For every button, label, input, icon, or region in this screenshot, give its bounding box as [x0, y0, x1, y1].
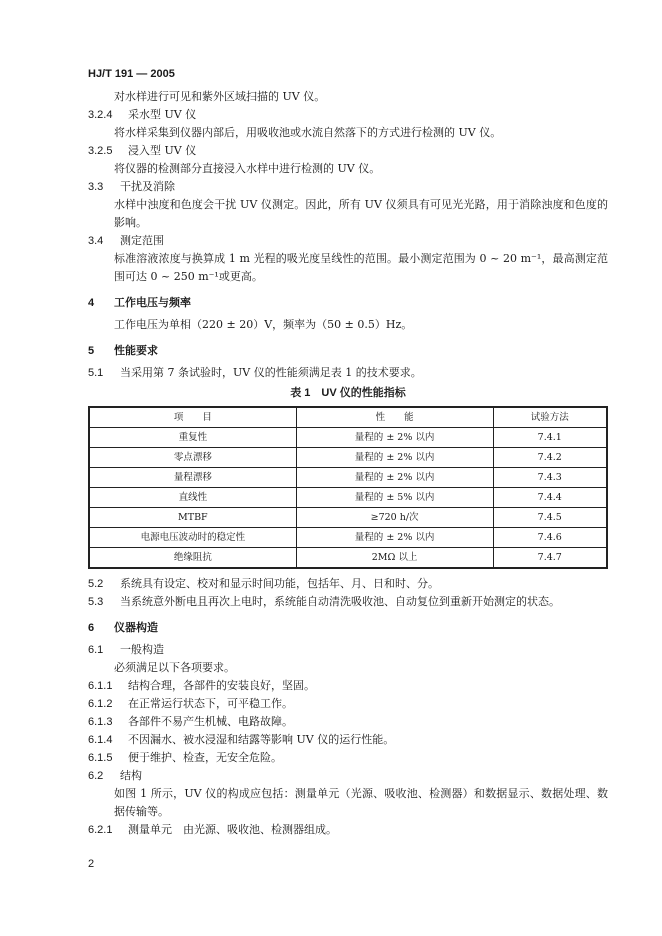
cell-performance: 量程的 ± 5% 以内: [296, 488, 493, 508]
clause-number: 5.1: [88, 367, 104, 379]
clause-number: 5.2: [88, 578, 104, 590]
section-heading: [88, 294, 608, 312]
clause-heading: [88, 641, 608, 659]
cell-method: 7.4.7: [493, 548, 607, 569]
paragraph: 对水样进行可见和紫外区域扫描的 UV 仪。: [114, 90, 326, 103]
cell-performance: ≥720 h/次: [296, 508, 493, 528]
performance-table: [88, 406, 608, 569]
clause-title: 在正常运行状态下，可平稳工作。: [128, 697, 293, 710]
table-row: [89, 488, 607, 508]
section-heading: [88, 342, 608, 360]
clause-heading: [88, 767, 608, 785]
clause-title: 测量单元 由光源、吸收池、检测器组成。: [128, 823, 337, 836]
clause-number: 4: [88, 297, 95, 309]
clause-title: 当采用第 7 条试验时，UV 仪的性能须满足表 1 的技术要求。: [120, 366, 422, 379]
cell-item: 直线性: [89, 488, 296, 508]
table-row: [89, 548, 607, 569]
cell-item: MTBF: [89, 508, 296, 528]
col-header-test-method: 试验方法: [493, 407, 607, 428]
clause-heading: [88, 731, 608, 749]
section-gap: [88, 611, 608, 619]
clause-heading: [88, 106, 608, 124]
clause-title: 性能要求: [114, 345, 158, 357]
cell-performance: 量程的 ± 2% 以内: [296, 448, 493, 468]
section-gap: [88, 334, 608, 342]
clause-title: 采水型 UV 仪: [128, 108, 197, 121]
clause-number: 6.2: [88, 770, 104, 782]
clause-heading: [88, 821, 608, 839]
page-number: 2: [88, 858, 95, 870]
clause-title: 各部件不易产生机械、电路故障。: [128, 715, 293, 728]
cell-item: 量程漂移: [89, 468, 296, 488]
clause-number: 6.1.5: [88, 752, 113, 764]
paragraph: 如图 1 所示，UV 仪的构成应包括：测量单元（光源、吸收池、检测器）和数据显示、数据处理、数据传输等。: [114, 787, 608, 818]
clause-title: 浸入型 UV 仪: [128, 144, 197, 157]
paragraph: 水样中浊度和色度会干扰 UV 仪测定。因此，所有 UV 仪须具有可见光光路，用于消除浊度和色度的影响。: [114, 198, 608, 229]
cell-method: 7.4.2: [493, 448, 607, 468]
clause-title: 结构合理，各部件的安装良好，坚固。: [128, 679, 315, 692]
clause-title: 系统具有设定、校对和显示时间功能，包括年、月、日和时、分。: [120, 577, 439, 590]
table-row: [89, 468, 607, 488]
cell-method: 7.4.4: [493, 488, 607, 508]
clause-title: 仪器构造: [114, 622, 158, 634]
table-row: [89, 508, 607, 528]
clause-heading: [88, 713, 608, 731]
clause-number: 6.1.4: [88, 734, 113, 746]
standard-header: HJ/T 191 — 2005: [88, 68, 175, 80]
clause-title: 当系统意外断电且再次上电时，系统能自动清洗吸收池、自动复位到重新开始测定的状态。: [120, 595, 560, 608]
clause-heading: [88, 677, 608, 695]
clause-number: 6.1: [88, 644, 104, 656]
cell-method: 7.4.1: [493, 428, 607, 448]
cell-performance: 量程的 ± 2% 以内: [296, 528, 493, 548]
clause-heading: [88, 178, 608, 196]
cell-method: 7.4.3: [493, 468, 607, 488]
paragraph: 必须满足以下各项要求。: [114, 661, 235, 674]
cell-performance: 量程的 ± 2% 以内: [296, 428, 493, 448]
clause-title: 结构: [120, 769, 142, 782]
table-row: [89, 528, 607, 548]
paragraph: 工作电压为单相（220 ± 20）V，频率为（50 ± 0.5）Hz。: [114, 318, 413, 331]
section-blocks-top: [88, 88, 608, 382]
cell-performance: 量程的 ± 2% 以内: [296, 468, 493, 488]
cell-method: 7.4.6: [493, 528, 607, 548]
cell-item: 零点漂移: [89, 448, 296, 468]
section-blocks-bottom: [88, 575, 608, 839]
clause-title: 便于维护、检查，无安全危险。: [128, 751, 282, 764]
clause-title: 干扰及消除: [120, 180, 175, 193]
cell-performance: 2MΩ 以上: [296, 548, 493, 569]
clause-number: 6.2.1: [88, 824, 113, 836]
cell-item: 重复性: [89, 428, 296, 448]
clause-heading: [88, 749, 608, 767]
clause-number: 6.1.2: [88, 698, 113, 710]
cell-item: 绝缘阻抗: [89, 548, 296, 569]
table-caption: 表 1 UV 仪的性能指标: [290, 387, 406, 399]
clause-heading: [88, 232, 608, 250]
clause-title: 测定范围: [120, 234, 164, 247]
cell-item: 电源电压波动时的稳定性: [89, 528, 296, 548]
clause-number: 3.4: [88, 235, 104, 247]
section-gap: [88, 286, 608, 294]
clause-heading: [88, 695, 608, 713]
paragraph: 将仪器的检测部分直接浸入水样中进行检测的 UV 仪。: [114, 162, 381, 175]
clause-number: 5: [88, 345, 95, 357]
section-heading: [88, 619, 608, 637]
paragraph: 将水样采集到仪器内部后，用吸收池或水流自然落下的方式进行检测的 UV 仪。: [114, 126, 502, 139]
clause-number: 6.1.1: [88, 680, 113, 692]
col-header-performance: 性 能: [296, 407, 493, 428]
clause-heading: [88, 593, 608, 611]
paragraph: 标准溶液浓度与换算成 1 m 光程的吸光度呈线性的范围。最小测定范围为 0 ~ 20 m⁻¹，最高测定范围可达 0 ~ 250 m⁻¹或更高。: [114, 252, 608, 283]
clause-number: 6.1.3: [88, 716, 113, 728]
content: [88, 88, 608, 839]
clause-number: 3.3: [88, 181, 104, 193]
clause-heading: [88, 364, 608, 382]
col-header-item: 项 目: [89, 407, 296, 428]
table-row: [89, 428, 607, 448]
clause-number: 6: [88, 622, 95, 634]
clause-heading: [88, 575, 608, 593]
cell-method: 7.4.5: [493, 508, 607, 528]
table-row: [89, 448, 607, 468]
clause-number: 5.3: [88, 596, 104, 608]
clause-number: 3.2.5: [88, 145, 113, 157]
clause-title: 不因漏水、被水浸湿和结露等影响 UV 仪的运行性能。: [128, 733, 395, 746]
clause-number: 3.2.4: [88, 109, 113, 121]
clause-title: 工作电压与频率: [114, 297, 191, 309]
table-header-row: [89, 407, 607, 428]
clause-title: 一般构造: [120, 643, 164, 656]
clause-heading: [88, 142, 608, 160]
